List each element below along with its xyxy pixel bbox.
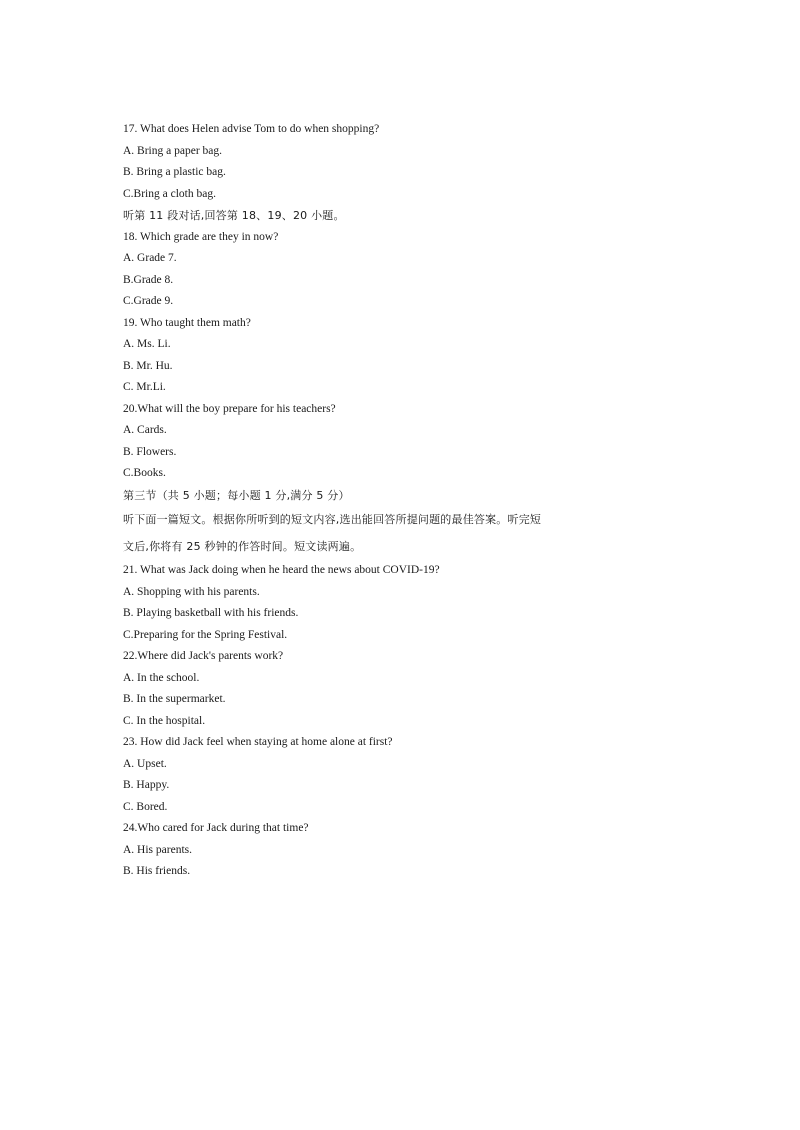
question-22: 22.Where did Jack's parents work? xyxy=(123,650,284,662)
option-24-b: B. His friends. xyxy=(123,865,191,877)
option-17-c: C.Bring a cloth bag. xyxy=(123,187,216,200)
option-19-a: A. Ms. Li. xyxy=(123,338,171,350)
option-20-a: A. Cards. xyxy=(123,424,167,436)
option-18-c: C.Grade 9. xyxy=(123,295,174,307)
option-18-a: A. Grade 7. xyxy=(123,252,177,264)
option-23-b: B. Happy. xyxy=(123,779,170,791)
question-21: 21. What was Jack doing when he heard the news about COVID-19? xyxy=(123,564,440,576)
option-22-b: B. In the supermarket. xyxy=(123,693,226,705)
option-22-a: A. In the school. xyxy=(123,671,200,684)
question-23: 23. How did Jack feel when staying at home alone at first? xyxy=(123,736,393,748)
option-18-b: B.Grade 8. xyxy=(123,273,174,286)
option-17-b: B. Bring a plastic bag. xyxy=(123,166,226,178)
option-20-c: C.Books. xyxy=(123,467,166,479)
option-22-c: C. In the hospital. xyxy=(123,714,206,727)
question-17: 17. What does Helen advise Tom to do when shopping? xyxy=(123,123,380,135)
option-21-a: A. Shopping with his parents. xyxy=(123,585,260,598)
option-21-c: C.Preparing for the Spring Festival. xyxy=(123,628,288,641)
question-18: 18. Which grade are they in now? xyxy=(123,230,279,243)
option-24-a: A. His parents. xyxy=(123,843,192,856)
option-19-b: B. Mr. Hu. xyxy=(123,359,173,372)
section-three-instruction-line-1: 听下面一篇短文。根据你所听到的短文内容,选出能回答所提问题的最佳答案。听完短 xyxy=(123,513,542,526)
section-three-instruction-line-2: 文后,你将有 25 秒钟的作答时间。短文读两遍。 xyxy=(123,540,362,553)
document-content xyxy=(123,119,683,883)
question-19: 19. Who taught them math? xyxy=(123,316,251,329)
option-19-c: C. Mr.Li. xyxy=(123,381,166,393)
option-21-b: B. Playing basketball with his friends. xyxy=(123,607,299,619)
option-23-c: C. Bored. xyxy=(123,800,168,813)
question-20: 20.What will the boy prepare for his teachers? xyxy=(123,402,336,415)
option-17-a: A. Bring a paper bag. xyxy=(123,144,222,157)
listening-instruction-11: 听第 11 段对话,回答第 18、19、20 小题。 xyxy=(123,209,345,222)
option-23-a: A. Upset. xyxy=(123,757,167,770)
option-20-b: B. Flowers. xyxy=(123,445,177,458)
section-three-heading: 第三节（共 5 小题；每小题 1 分,满分 5 分） xyxy=(123,488,350,502)
question-24: 24.Who cared for Jack during that time? xyxy=(123,822,309,834)
